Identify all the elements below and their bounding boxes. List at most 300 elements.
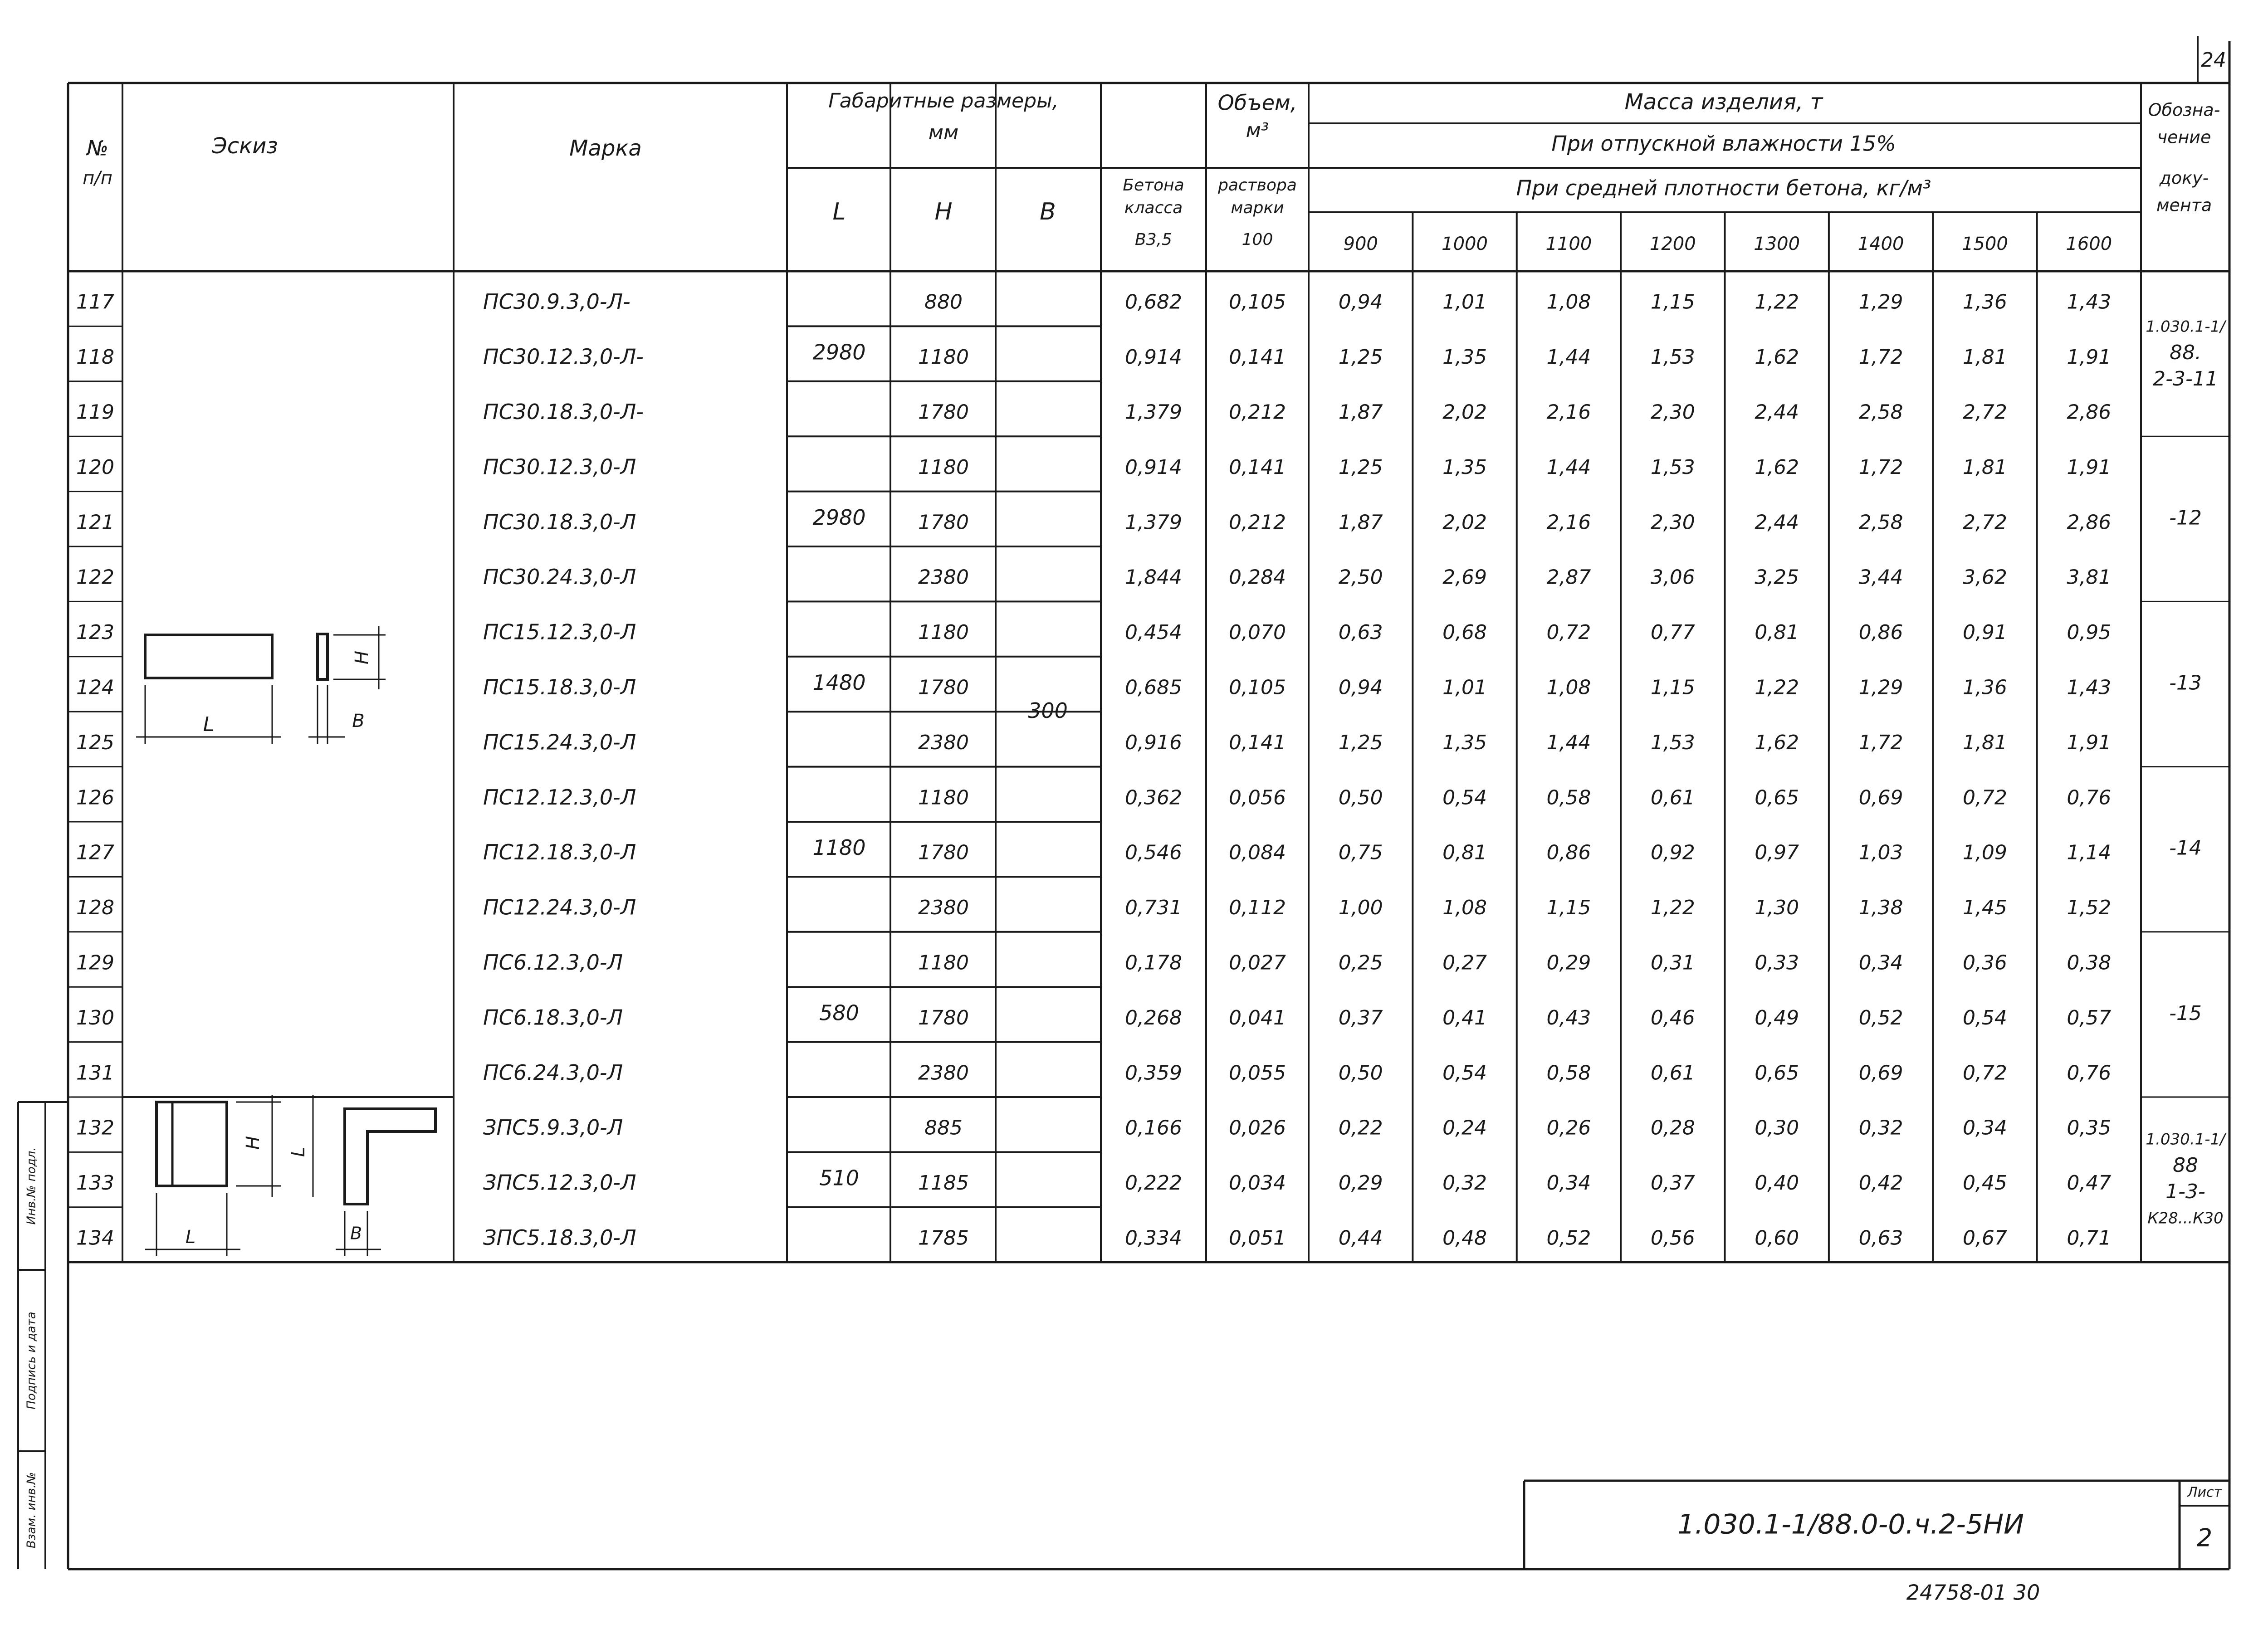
row-mass: 1,30 (1755, 896, 1799, 920)
side-stamp-label: Подпись и дата (24, 1312, 39, 1410)
row-mass: 1,03 (1858, 841, 1903, 864)
side-stamp-label: Взам. инв.№ (24, 1472, 39, 1549)
slab-front-sketch (145, 635, 272, 678)
row-mark: ПС15.24.3,0-Л (483, 730, 636, 755)
row-H: 1780 (918, 1006, 969, 1029)
row-mass: 0,35 (2067, 1116, 2112, 1140)
row-mark: ПС15.12.3,0-Л (483, 619, 636, 644)
row-mass: 1,52 (2067, 896, 2112, 920)
row-vol-mortar: 0,212 (1229, 511, 1286, 534)
row-mass: 0,32 (1858, 1116, 1903, 1140)
row-mass: 0,44 (1338, 1226, 1383, 1250)
row-mass: 2,58 (1858, 511, 1903, 534)
header-mass-density: При средней плотности бетона, кг/м³ (1516, 176, 1931, 200)
row-mass: 0,32 (1442, 1171, 1487, 1195)
row-vol-mortar: 0,026 (1229, 1116, 1286, 1140)
header-vol-mortar-1: раствора (1218, 176, 1297, 195)
row-mass: 0,65 (1755, 1061, 1799, 1085)
row-mass: 0,56 (1650, 1226, 1695, 1250)
row-mass: 1,72 (1858, 731, 1903, 754)
row-mass: 1,87 (1338, 400, 1383, 424)
row-number: 127 (76, 841, 114, 864)
row-mass: 0,52 (1546, 1226, 1591, 1250)
row-mass: 0,71 (2067, 1226, 2112, 1250)
row-mass: 1,36 (1962, 676, 2007, 699)
row-vol-concrete: 1,844 (1125, 566, 1182, 589)
row-mass: 0,26 (1546, 1116, 1591, 1140)
row-H: 1180 (918, 951, 969, 975)
row-number: 128 (76, 896, 114, 920)
row-mass: 1,22 (1650, 896, 1695, 920)
group-L: 1480 (812, 670, 866, 695)
row-mark: ПС12.18.3,0-Л (483, 840, 636, 865)
header-density: 1100 (1545, 234, 1592, 254)
row-mass: 0,31 (1650, 951, 1695, 975)
sketch-label-H: H (352, 650, 372, 665)
sketch-drawings (136, 626, 435, 1256)
row-H: 1180 (918, 346, 969, 369)
row-mass: 2,50 (1338, 566, 1383, 589)
row-mark: ПС30.12.3,0-Л- (483, 344, 644, 369)
row-vol-concrete: 0,546 (1125, 841, 1182, 864)
group-doc: К28...К30 (2147, 1209, 2224, 1228)
row-vol-mortar: 0,056 (1229, 786, 1286, 810)
row-mark: ЗПС5.12.3,0-Л (483, 1170, 636, 1195)
row-mass: 0,50 (1338, 786, 1383, 810)
row-mass: 0,50 (1338, 1061, 1383, 1085)
row-mass: 2,87 (1546, 566, 1591, 589)
row-mass: 0,72 (1546, 621, 1591, 644)
row-H: 1785 (918, 1226, 969, 1250)
row-mass: 1,53 (1650, 731, 1695, 754)
header-mark: Марка (569, 136, 642, 161)
row-mass: 0,81 (1755, 621, 1799, 644)
header-doc-3: доку- (2159, 168, 2209, 188)
row-mass: 1,44 (1546, 346, 1591, 369)
row-mass: 0,37 (1650, 1171, 1695, 1195)
row-mass: 1,81 (1962, 455, 2007, 479)
sketch-label-B: B (352, 711, 365, 732)
row-mass: 0,69 (1858, 1061, 1903, 1085)
row-vol-concrete: 0,914 (1125, 455, 1182, 479)
row-mark: ПС30.12.3,0-Л (483, 454, 636, 479)
row-vol-mortar: 0,070 (1229, 621, 1286, 644)
row-mark: ПС6.12.3,0-Л (483, 950, 623, 975)
sheet-label: Лист (2187, 1484, 2222, 1501)
group-L: 2980 (812, 340, 866, 365)
row-vol-concrete: 0,362 (1125, 786, 1182, 810)
row-mass: 0,91 (1962, 621, 2007, 644)
row-vol-mortar: 0,027 (1229, 951, 1286, 975)
row-H: 1180 (918, 786, 969, 810)
row-vol-mortar: 0,051 (1229, 1226, 1286, 1250)
row-H: 1780 (918, 676, 969, 699)
row-mass: 0,67 (1962, 1226, 2007, 1250)
row-mass: 1,53 (1650, 455, 1695, 479)
row-vol-concrete: 0,268 (1125, 1006, 1182, 1029)
group-L: 510 (819, 1166, 859, 1190)
row-mass: 0,76 (2067, 1061, 2112, 1085)
row-H: 1185 (918, 1171, 969, 1195)
row-mark: ЗПС5.9.3,0-Л (483, 1115, 623, 1140)
row-vol-mortar: 0,284 (1229, 566, 1286, 589)
row-mass: 2,69 (1442, 566, 1487, 589)
row-mass: 1,53 (1650, 346, 1695, 369)
row-H: 1180 (918, 621, 969, 644)
row-mass: 1,15 (1650, 290, 1695, 314)
row-mass: 1,62 (1755, 346, 1799, 369)
header-density: 1400 (1857, 234, 1904, 254)
row-mass: 1,62 (1755, 455, 1799, 479)
row-mass: 1,15 (1650, 676, 1695, 699)
row-mass: 0,65 (1755, 786, 1799, 810)
row-number: 119 (76, 400, 114, 424)
header-num-sub: п/п (83, 168, 112, 189)
row-mass: 0,29 (1546, 951, 1591, 975)
row-mass: 1,29 (1858, 676, 1903, 699)
header-density: 900 (1343, 234, 1378, 254)
row-number: 117 (76, 290, 114, 314)
document-code: 1.030.1-1/88.0-0.ч.2-5НИ (1677, 1508, 2024, 1541)
row-mass: 1,81 (1962, 346, 2007, 369)
row-mass: 1,08 (1546, 290, 1591, 314)
angle-slab-front-sketch (156, 1102, 227, 1186)
header-density: 1000 (1442, 234, 1488, 254)
group-doc: -15 (2169, 1001, 2202, 1025)
header-doc-4: мента (2156, 195, 2212, 215)
group-L: 1180 (812, 835, 866, 860)
row-number: 129 (76, 951, 114, 975)
row-mark: ПС12.24.3,0-Л (483, 895, 636, 920)
row-mark: ПС30.24.3,0-Л (483, 565, 636, 590)
header-num: № (87, 136, 108, 161)
row-vol-concrete: 0,359 (1125, 1061, 1182, 1085)
row-mass: 1,25 (1338, 731, 1383, 754)
row-mass: 0,86 (1858, 621, 1903, 644)
row-mass: 3,06 (1650, 566, 1695, 589)
header-density: 1300 (1754, 234, 1800, 254)
row-mass: 1,87 (1338, 511, 1383, 534)
row-mass: 0,72 (1962, 786, 2007, 810)
row-mass: 0,58 (1546, 1061, 1591, 1085)
sheet-number: 2 (2196, 1523, 2213, 1552)
row-vol-concrete: 0,178 (1125, 951, 1182, 975)
row-number: 131 (76, 1061, 114, 1085)
row-mass: 0,30 (1755, 1116, 1799, 1140)
row-mass: 0,61 (1650, 1061, 1695, 1085)
sketch-label-B-2: B (350, 1223, 362, 1244)
row-mass: 0,25 (1338, 951, 1383, 975)
row-mass: 1,38 (1858, 896, 1903, 920)
row-mass: 1,44 (1546, 731, 1591, 754)
row-mass: 0,33 (1755, 951, 1799, 975)
row-mass: 3,62 (1962, 566, 2007, 589)
row-mass: 3,81 (2067, 566, 2112, 589)
row-mass: 0,81 (1442, 841, 1487, 864)
row-mass: 2,02 (1442, 511, 1487, 534)
row-mass: 0,95 (2067, 621, 2112, 644)
row-H: 2380 (918, 1061, 969, 1085)
header-density: 1200 (1649, 234, 1696, 254)
row-mass: 0,27 (1442, 951, 1487, 975)
row-mass: 1,35 (1442, 346, 1487, 369)
row-mass: 1,29 (1858, 290, 1903, 314)
row-number: 121 (76, 511, 114, 534)
row-mark: ПС30.18.3,0-Л- (483, 400, 644, 424)
row-mass: 0,49 (1755, 1006, 1799, 1029)
group-doc: 88. (2170, 341, 2201, 365)
row-vol-mortar: 0,112 (1229, 896, 1286, 920)
row-mark: ПС12.12.3,0-Л (483, 785, 636, 810)
row-vol-concrete: 0,454 (1125, 621, 1182, 644)
header-vol-concrete-3: В3,5 (1135, 230, 1172, 249)
row-mass: 0,77 (1650, 621, 1695, 644)
header-vol-mortar-2: марки (1231, 199, 1284, 217)
row-mass: 1,01 (1442, 290, 1487, 314)
row-mass: 2,02 (1442, 400, 1487, 424)
row-mass: 1,81 (1962, 731, 2007, 754)
header-density: 1500 (1962, 234, 2008, 254)
row-mass: 1,22 (1755, 676, 1799, 699)
sketch-label-L: L (203, 713, 215, 736)
row-mass: 1,00 (1338, 896, 1383, 920)
row-mass: 1,72 (1858, 455, 1903, 479)
row-number: 124 (76, 676, 114, 699)
row-mass: 2,30 (1650, 511, 1695, 534)
row-H: 880 (924, 290, 963, 314)
row-mass: 1,62 (1755, 731, 1799, 754)
row-mass: 0,97 (1755, 841, 1799, 864)
row-mass: 0,86 (1546, 841, 1591, 864)
row-mass: 2,30 (1650, 400, 1695, 424)
row-mass: 0,38 (2067, 951, 2112, 975)
group-doc: 1-3- (2165, 1180, 2205, 1204)
row-vol-concrete: 0,682 (1125, 290, 1182, 314)
row-vol-concrete: 0,166 (1125, 1116, 1182, 1140)
row-number: 133 (76, 1171, 114, 1195)
header-dim-H: H (934, 198, 953, 225)
row-mark: ПС6.18.3,0-Л (483, 1005, 623, 1030)
header-vol-mortar-3: 100 (1242, 230, 1273, 249)
row-vol-concrete: 0,914 (1125, 346, 1182, 369)
row-mark: ПС30.9.3,0-Л- (483, 289, 631, 314)
row-number: 125 (76, 731, 114, 754)
row-H: 885 (924, 1116, 963, 1140)
angle-profile-sketch (345, 1109, 435, 1204)
row-number: 130 (76, 1006, 114, 1029)
row-H: 1780 (918, 841, 969, 864)
row-H: 1180 (918, 455, 969, 479)
row-mass: 0,57 (2067, 1006, 2112, 1029)
row-mass: 1,43 (2067, 676, 2112, 699)
archive-number: 24758-01 30 (1906, 1580, 2040, 1605)
row-vol-mortar: 0,055 (1229, 1061, 1286, 1085)
row-mass: 0,94 (1338, 290, 1383, 314)
row-mass: 0,68 (1442, 621, 1487, 644)
header-vol-concrete-2: класса (1124, 199, 1183, 217)
row-mass: 1,14 (2067, 841, 2112, 864)
row-mass: 0,52 (1858, 1006, 1903, 1029)
row-mass: 2,16 (1546, 400, 1591, 424)
row-mass: 0,29 (1338, 1171, 1383, 1195)
row-mark: ПС15.18.3,0-Л (483, 675, 636, 699)
row-mass: 1,01 (1442, 676, 1487, 699)
table-text (25, 49, 2227, 1605)
row-mass: 2,86 (2067, 511, 2112, 534)
row-mass: 0,48 (1442, 1226, 1487, 1250)
side-stamp-label: Инв.№ подл. (24, 1147, 39, 1225)
row-mass: 0,94 (1338, 676, 1383, 699)
row-mass: 2,86 (2067, 400, 2112, 424)
row-number: 120 (76, 455, 114, 479)
row-vol-mortar: 0,141 (1229, 346, 1286, 369)
row-mass: 1,45 (1962, 896, 2007, 920)
row-mass: 0,63 (1858, 1226, 1903, 1250)
row-mass: 1,35 (1442, 731, 1487, 754)
group-L: 2980 (812, 505, 866, 530)
row-mass: 0,76 (2067, 786, 2112, 810)
row-mass: 0,46 (1650, 1006, 1695, 1029)
row-H: 2380 (918, 896, 969, 920)
row-mass: 2,58 (1858, 400, 1903, 424)
row-mark: ПС6.24.3,0-Л (483, 1060, 623, 1085)
row-mass: 3,44 (1858, 566, 1903, 589)
row-mass: 0,75 (1338, 841, 1383, 864)
group-L: 580 (819, 1000, 859, 1025)
row-number: 122 (76, 566, 114, 589)
header-dims-line2: мм (928, 121, 959, 144)
row-mass: 0,36 (1962, 951, 2007, 975)
row-mass: 0,34 (1962, 1116, 2007, 1140)
row-mass: 0,42 (1858, 1171, 1903, 1195)
row-mass: 0,34 (1546, 1171, 1591, 1195)
row-mass: 1,35 (1442, 455, 1487, 479)
row-mass: 2,72 (1962, 400, 2007, 424)
corner-sheet-number: 24 (2201, 49, 2226, 72)
row-H: 2380 (918, 566, 969, 589)
row-mass: 1,22 (1755, 290, 1799, 314)
sketch-label-L-3: L (288, 1146, 309, 1157)
row-mass: 0,92 (1650, 841, 1695, 864)
row-vol-mortar: 0,034 (1229, 1171, 1286, 1195)
header-dims-line1: Габаритные размеры, (828, 89, 1059, 112)
row-mass: 2,72 (1962, 511, 2007, 534)
row-mass: 0,63 (1338, 621, 1383, 644)
row-vol-concrete: 1,379 (1125, 400, 1182, 424)
group-doc: -12 (2169, 506, 2202, 530)
header-dim-B: B (1040, 198, 1056, 225)
row-mass: 0,54 (1442, 1061, 1487, 1085)
row-mass: 0,24 (1442, 1116, 1487, 1140)
row-mass: 0,61 (1650, 786, 1695, 810)
row-mark: ЗПС5.18.3,0-Л (483, 1225, 636, 1250)
row-mass: 2,16 (1546, 511, 1591, 534)
row-vol-concrete: 0,685 (1125, 676, 1182, 699)
row-mass: 0,69 (1858, 786, 1903, 810)
header-volume-line1: Объем, (1217, 90, 1297, 115)
row-vol-concrete: 1,379 (1125, 511, 1182, 534)
row-mass: 0,34 (1858, 951, 1903, 975)
row-vol-mortar: 0,084 (1229, 841, 1286, 864)
row-mass: 1,91 (2067, 455, 2112, 479)
sketch-label-L-2: L (185, 1227, 196, 1248)
row-mass: 3,25 (1755, 566, 1799, 589)
row-mass: 0,22 (1338, 1116, 1383, 1140)
slab-side-sketch (318, 634, 327, 679)
row-mass: 1,09 (1962, 841, 2007, 864)
row-mark: ПС30.18.3,0-Л (483, 509, 636, 534)
row-vol-concrete: 0,916 (1125, 731, 1182, 754)
row-mass: 0,54 (1442, 786, 1487, 810)
row-mass: 0,43 (1546, 1006, 1591, 1029)
row-mass: 0,60 (1755, 1226, 1799, 1250)
group-B: 300 (1028, 698, 1068, 723)
header-dim-L: L (832, 198, 846, 225)
row-H: 1780 (918, 400, 969, 424)
header-doc-1: Обозна- (2148, 100, 2220, 120)
group-doc: 2-3-11 (2153, 367, 2218, 391)
row-mass: 0,41 (1442, 1006, 1487, 1029)
row-mass: 1,08 (1546, 676, 1591, 699)
row-mass: 0,47 (2067, 1171, 2112, 1195)
sketch-label-H-2: H (243, 1136, 264, 1150)
row-mass: 1,25 (1338, 346, 1383, 369)
row-vol-mortar: 0,105 (1229, 676, 1286, 699)
row-mass: 1,25 (1338, 455, 1383, 479)
row-mass: 1,91 (2067, 731, 2112, 754)
row-vol-concrete: 0,222 (1125, 1171, 1182, 1195)
row-mass: 0,37 (1338, 1006, 1383, 1029)
header-doc-2: чение (2157, 127, 2211, 147)
row-number: 123 (76, 621, 114, 644)
row-mass: 0,58 (1546, 786, 1591, 810)
row-mass: 0,72 (1962, 1061, 2007, 1085)
header-mass: Масса изделия, т (1624, 89, 1823, 115)
row-mass: 2,44 (1755, 511, 1799, 534)
group-doc: -13 (2169, 671, 2202, 695)
row-number: 118 (76, 346, 114, 369)
row-vol-mortar: 0,212 (1229, 400, 1286, 424)
row-mass: 0,40 (1755, 1171, 1799, 1195)
row-vol-mortar: 0,141 (1229, 731, 1286, 754)
row-mass: 1,72 (1858, 346, 1903, 369)
row-vol-mortar: 0,041 (1229, 1006, 1286, 1029)
row-number: 132 (76, 1116, 114, 1140)
row-number: 134 (76, 1226, 114, 1250)
row-vol-mortar: 0,141 (1229, 455, 1286, 479)
header-volume-line2: м³ (1246, 119, 1269, 142)
header-sketch: Эскиз (212, 133, 278, 159)
row-number: 126 (76, 786, 114, 810)
group-doc: 88 (2173, 1154, 2198, 1177)
row-mass: 0,45 (1962, 1171, 2007, 1195)
row-H: 2380 (918, 731, 969, 754)
row-mass: 1,36 (1962, 290, 2007, 314)
group-doc: 1.030.1-1/ (2146, 1130, 2225, 1149)
row-mass: 1,43 (2067, 290, 2112, 314)
row-mass: 1,44 (1546, 455, 1591, 479)
row-vol-mortar: 0,105 (1229, 290, 1286, 314)
row-mass: 2,44 (1755, 400, 1799, 424)
header-vol-concrete-1: Бетона (1123, 176, 1184, 195)
group-doc: 1.030.1-1/ (2146, 317, 2225, 336)
row-vol-concrete: 0,731 (1125, 896, 1182, 920)
row-mass: 1,15 (1546, 896, 1591, 920)
row-vol-concrete: 0,334 (1125, 1226, 1182, 1250)
row-mass: 1,91 (2067, 346, 2112, 369)
row-H: 1780 (918, 511, 969, 534)
row-mass: 1,08 (1442, 896, 1487, 920)
